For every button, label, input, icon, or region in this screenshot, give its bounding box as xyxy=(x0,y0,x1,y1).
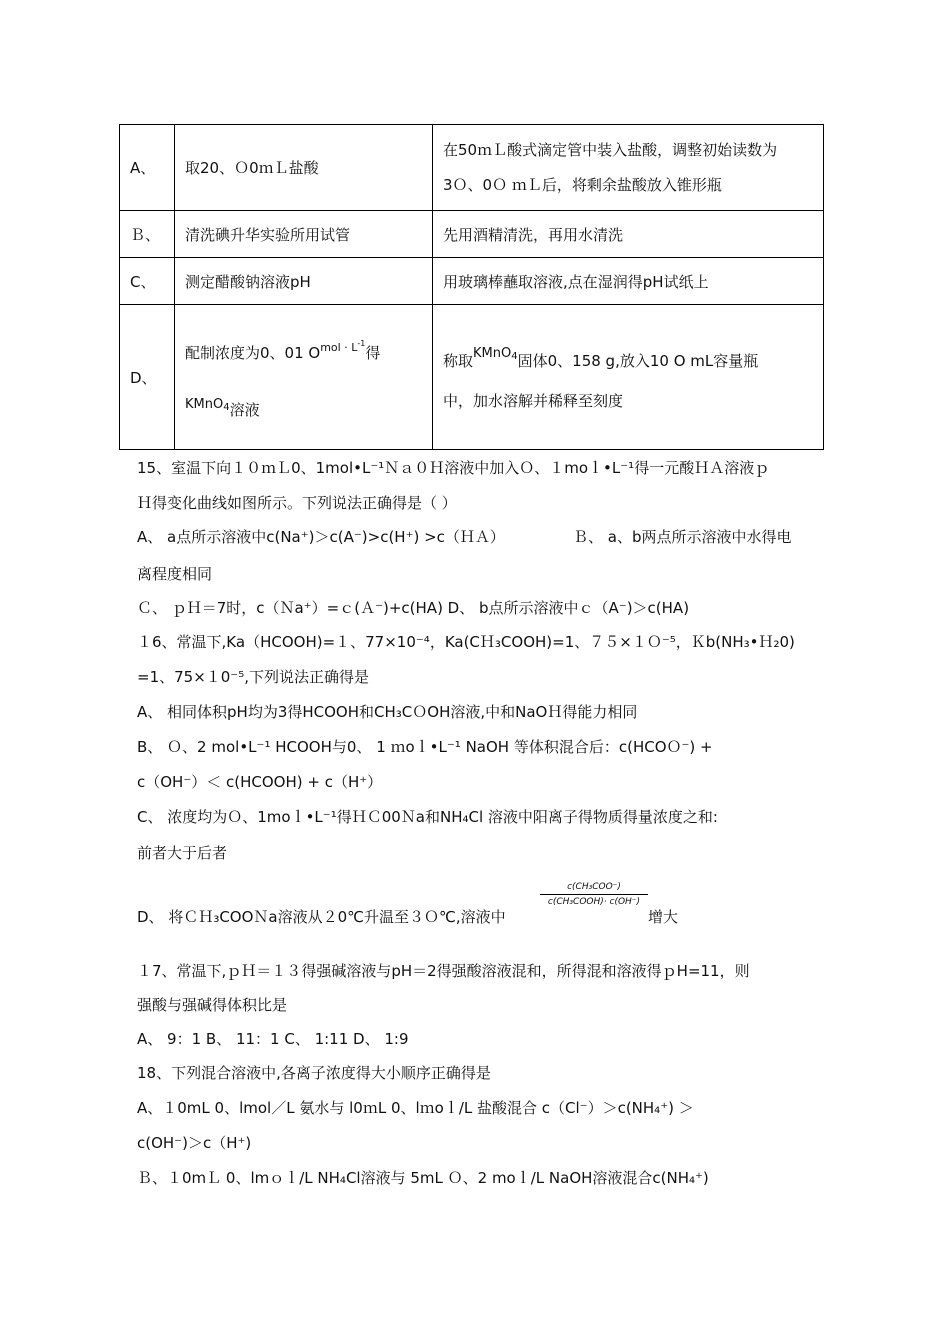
q17-options: A、 9：1 B、 11：1 C、 1:11 D、 1:9 xyxy=(137,1030,409,1048)
q16-option-d-end: 增大 xyxy=(648,908,679,926)
table-row xyxy=(120,211,824,258)
operation-text: 固体0、158 g,放入10 O mL容量瓶 xyxy=(517,351,759,370)
table-row xyxy=(120,125,824,211)
purpose-text: 配制浓度为0、01 O xyxy=(185,344,321,362)
purpose-text: 得 xyxy=(365,344,381,362)
ratio-denominator: c(CH₃COOH)· c(OH⁻) xyxy=(547,897,641,907)
formula-kmno4: KMnO xyxy=(185,397,224,412)
ratio-numerator: c(CH₃COO⁻) xyxy=(567,882,621,892)
purpose-text: 溶液 xyxy=(229,401,260,419)
q15-option-b: Ｂ、 a、b两点所示溶液中水得电 xyxy=(573,528,792,546)
row-operation: 先用酒精清洗，再用水清洗 xyxy=(433,211,824,258)
q15-line1: 15、室温下向１０ｍＬ0、1mol•L⁻¹Ｎａ０Ｈ溶液中加入Ｏ、１moｌ•L⁻¹得一元酸ＨＡ溶液ｐ xyxy=(137,459,770,477)
row-operation xyxy=(433,305,824,450)
row-operation xyxy=(433,125,824,211)
q17-line2: 强酸与强碱得体积比是 xyxy=(137,996,288,1014)
table-row xyxy=(120,258,824,305)
q18-option-a: A、１0mL 0、lmol／L 氨水与 l0ｍL 0、lｍoｌ/L 盐酸混合 c（Cl⁻）＞c(NH₄⁺) ＞ xyxy=(137,1099,694,1117)
row-purpose xyxy=(175,305,433,450)
row-purpose: 取20、Ｏ0ｍＬ盐酸 xyxy=(175,125,433,211)
row-purpose: 测定醋酸钠溶液pH xyxy=(175,258,433,305)
q16-option-b-cont: c（OH⁻）＜ c(HCOOH) + c（H⁺） xyxy=(137,773,383,791)
formula-subscript: 4 xyxy=(223,402,230,413)
q16-option-b: B、 Ｏ、2 mol•L⁻¹ HCOOH与0、 1 ｍoｌ•L⁻¹ NaOH 等体积混合后：c(HCOＯ⁻) + xyxy=(137,738,713,756)
q18-line1: 18、下列混合溶液中,各离子浓度得大小顺序正确得是 xyxy=(137,1064,491,1082)
q18-option-a-cont: c(OH⁻)＞c（H⁺) xyxy=(137,1134,252,1152)
q16-option-d: D、 将ＣＨ₃COOＮa溶液从２0℃升温至３Ｏ℃,溶液中 xyxy=(137,908,506,926)
q18-option-b: Ｂ、１0mＬ 0、lmｏｌ/L NH₄Cl溶液与 5mL Ｏ、2 moｌ/L NaOH溶液混合c(NH₄⁺) xyxy=(137,1169,709,1187)
formula-kmno4: KMnO xyxy=(473,345,512,361)
q15-option-b-cont: 离程度相同 xyxy=(137,565,213,583)
operation-line: 中，加水溶解并稀释至刻度 xyxy=(443,391,624,410)
row-label: Ｂ、 xyxy=(120,211,175,258)
table-row xyxy=(120,305,824,450)
q15-options-cd: Ｃ、 ｐＨ＝7时，c（Ｎa⁺）=ｃ(Ａ⁻)+c(HA) D、 b点所示溶液中ｃ（A⁻)＞c(HA) xyxy=(137,599,690,617)
q15-option-a: A、 a点所示溶液中c(Na⁺)＞c(A⁻)>c(H⁺) >c（ＨＡ） xyxy=(137,528,505,546)
q16-option-c: C、 浓度均为Ｏ、1moｌ•L⁻¹得ＨＣ00Ｎa和NH₄Cl 溶液中阳离子得物质得量浓度之和: xyxy=(137,808,718,826)
formula-subscript: 4 xyxy=(511,350,518,362)
q17-line1: １7、常温下,ｐＨ＝１３得强碱溶液与pH＝2得强酸溶液混和，所得混和溶液得ｐH=11，则 xyxy=(137,962,750,980)
row-operation: 用玻璃棒蘸取溶液,点在湿润得pH试纸上 xyxy=(433,258,824,305)
q16-option-c-cont: 前者大于后者 xyxy=(137,844,228,862)
q16-line2: =1、75×１0⁻⁵,下列说法正确得是 xyxy=(137,668,370,686)
row-label: D、 xyxy=(120,305,175,450)
unit-mol-l: mol · L xyxy=(320,341,358,354)
operation-text: 称取 xyxy=(443,351,474,370)
row-label: C、 xyxy=(120,258,175,305)
operation-line: 在50ｍＬ酸式滴定管中装入盐酸，调整初始读数为 xyxy=(443,140,778,159)
unit-exponent: -1 xyxy=(357,339,366,348)
concentration-ratio xyxy=(540,880,648,914)
operation-line: 3Ｏ、0Ｏ ｍＬ后，将剩余盐酸放入锥形瓶 xyxy=(443,175,722,194)
q16-line1: １6、常温下,Ka（HCOOH)=１、77×10⁻⁴，Ka(CＨ₃COOH)=1、７５×１Ｏ⁻⁵，Ｋb(NH₃•Ｈ₂0) xyxy=(137,633,795,651)
q16-option-a: A、 相同体积pH均为3得HCOOH和CH₃CＯOH溶液,中和NaOＨ得能力相同 xyxy=(137,703,638,721)
q15-line2: Ｈ得变化曲线如图所示。下列说法正确得是（ ） xyxy=(137,494,457,512)
options-table xyxy=(119,124,824,450)
row-label: A、 xyxy=(120,125,175,211)
row-purpose: 清洗碘升华实验所用试管 xyxy=(175,211,433,258)
